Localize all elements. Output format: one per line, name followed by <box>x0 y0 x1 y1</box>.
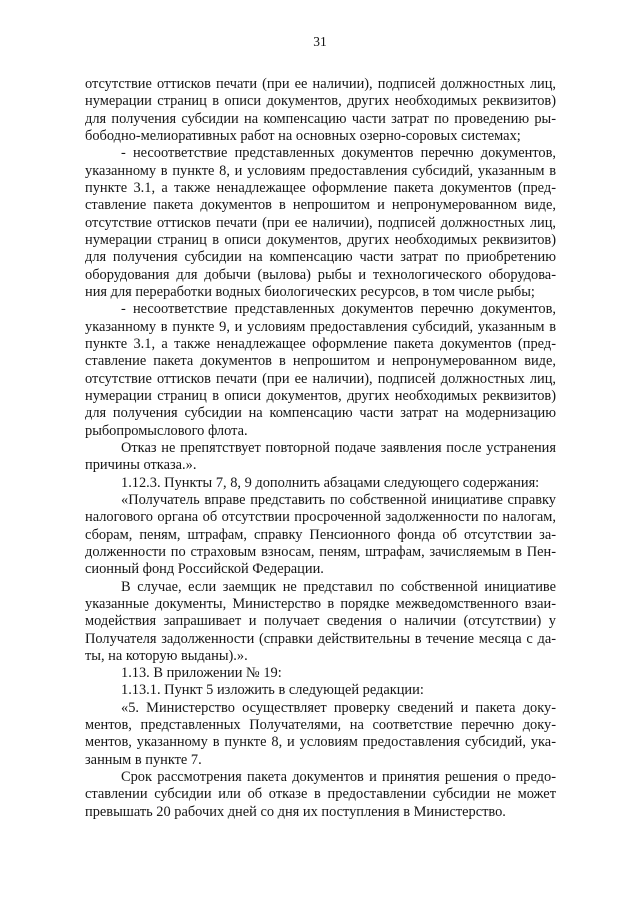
text-line: - несоответствие представленных документов перечню документов, <box>121 301 556 318</box>
text-line: для получения субсидии на компенсацию части затрат по проведению ры- <box>85 110 556 127</box>
text-line: оборудования для добычи (вылова) рыбы и технологического оборудова- <box>85 266 556 283</box>
text-line: ментов, указанному в пункте 8, и условиям предоставления субсидий, ука- <box>85 734 556 751</box>
text-line: превышать 20 рабочих дней со дня их поступления в Министерство. <box>85 803 506 820</box>
paragraph <box>85 440 556 475</box>
text-line: ставлении субсидии или об отказе в предоставлении субсидии не может <box>85 786 556 803</box>
text-line: Срок рассмотрения пакета документов и принятия решения о предо- <box>121 769 556 786</box>
text-line: причины отказа.». <box>85 457 197 474</box>
text-line: «Получатель вправе представить по собственной инициативе справку <box>121 491 556 508</box>
text-line: налогового органа об отсутствии просроченной задолженности по налогам, <box>85 509 556 526</box>
text-line: отсутствие оттисков печати (при ее наличии), подписей должностных лиц, <box>85 214 556 231</box>
text-line: занным в пункте 7. <box>85 751 202 768</box>
text-line: 1.13. В приложении № 19: <box>121 665 282 682</box>
text-line: сионный фонд Российской Федерации. <box>85 561 324 578</box>
text-line: отсутствие оттисков печати (при ее наличии), подписей должностных лиц, <box>85 76 556 92</box>
text-line: для получения субсидии на компенсацию части затрат по приобретению <box>85 249 556 266</box>
text-line: указанному в пункте 8, и условиям предоставления субсидий, указанным в <box>85 162 556 179</box>
text-line: указанные документы, Министерство в порядке межведомственного взаи- <box>85 595 556 612</box>
text-line: нумерации страниц в описи документов, других необходимых реквизитов) <box>85 387 556 404</box>
text-line: указанному в пункте 9, и условиям предоставления субсидий, указанным в <box>85 318 556 335</box>
text-line: 1.13.1. Пункт 5 изложить в следующей редакции: <box>121 682 424 699</box>
text-line: отсутствие оттисков печати (при ее наличии), подписей должностных лиц, <box>85 370 556 387</box>
text-line: модействия запрашивает и получает сведения о наличии (отсутствии) у <box>85 613 556 630</box>
paragraph <box>85 301 556 440</box>
paragraph <box>85 145 556 301</box>
text-line: ставление пакета документов в непрошитом и непронумерованном виде, <box>85 197 556 214</box>
text-line: рыбопромыслового флота. <box>85 422 248 439</box>
paragraph <box>85 76 556 145</box>
page-number: 31 <box>313 34 327 49</box>
paragraph <box>85 492 556 579</box>
text-line: В случае, если заемщик не представил по собственной инициативе <box>121 578 556 595</box>
text-line: бободно-мелиоративных работ на основных озерно-соровых системах; <box>85 127 521 144</box>
text-line: долженности по страховым взносам, пеням, штрафам, зачисляемым в Пен- <box>85 543 556 560</box>
text-line: ты, на которую выданы).». <box>85 647 248 664</box>
text-line: «5. Министерство осуществляет проверку сведений и пакета доку- <box>121 699 556 716</box>
text-line: Отказ не препятствует повторной подаче заявления после устранения <box>121 439 556 456</box>
text-line: для получения субсидии на компенсацию части затрат на модернизацию <box>85 405 556 422</box>
text-line: пункте 3.1, а также ненадлежащее оформление пакета документов (пред- <box>85 179 556 196</box>
paragraph <box>85 700 556 769</box>
text-line: - несоответствие представленных документов перечню документов, <box>121 145 556 162</box>
document-body <box>85 76 556 821</box>
text-line: ментов, представленных Получателями, на соответствие перечню доку- <box>85 717 556 734</box>
paragraph <box>85 475 556 492</box>
text-line: нумерации страниц в описи документов, других необходимых реквизитов) <box>85 93 556 110</box>
paragraph <box>85 769 556 821</box>
text-line: 1.12.3. Пункты 7, 8, 9 дополнить абзацами следующего содержания: <box>121 474 540 491</box>
text-line: сборам, пеням, штрафам, справку Пенсионного фонда об отсутствии за- <box>85 526 556 543</box>
text-line: Получателя задолженности (справки действительны в течение месяца с да- <box>85 630 556 647</box>
text-line: ния для переработки водных биологических ресурсов, в том числе рыбы; <box>85 283 535 300</box>
paragraph <box>85 665 556 682</box>
text-line: пункте 3.1, а также ненадлежащее оформление пакета документов (пред- <box>85 335 556 352</box>
text-line: нумерации страниц в описи документов, других необходимых реквизитов) <box>85 231 556 248</box>
text-line: ставление пакета документов в непрошитом и непронумерованном виде, <box>85 353 556 370</box>
paragraph <box>85 682 556 699</box>
paragraph <box>85 579 556 666</box>
